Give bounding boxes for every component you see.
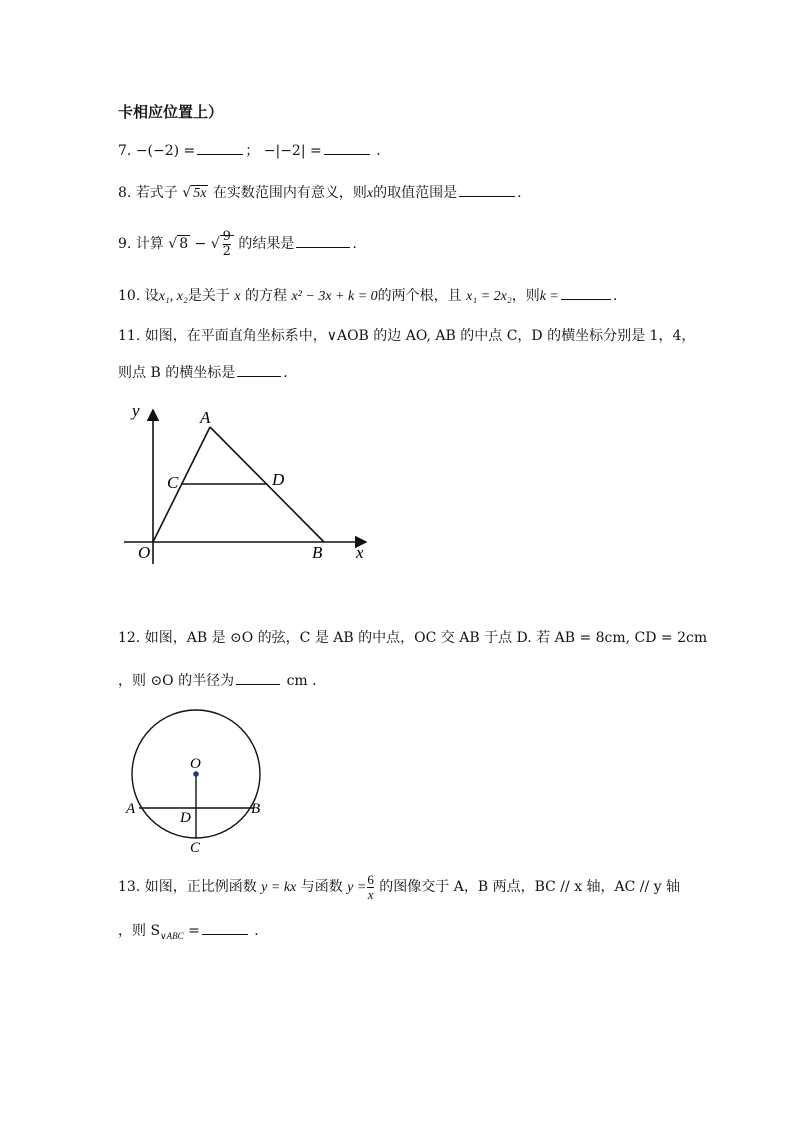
q7-blank-2[interactable] bbox=[324, 140, 370, 155]
q11-label-x: x bbox=[356, 543, 364, 562]
q9-pre: 计算 bbox=[135, 236, 164, 252]
q10-k: k = bbox=[539, 289, 559, 304]
q7-number: 7. bbox=[118, 143, 132, 159]
q11-line2-pre: 则点 B 的横坐标是 bbox=[118, 365, 236, 381]
q13-f2-lhs: y = bbox=[347, 880, 367, 895]
q11-end: . bbox=[283, 365, 288, 381]
question-9 bbox=[118, 228, 357, 260]
q13-line2-sub: ∨ABC bbox=[160, 930, 184, 941]
q13-f1: y = kx bbox=[261, 880, 297, 895]
q13-mid: 与函数 bbox=[300, 879, 343, 895]
q12-label-A: A bbox=[126, 801, 136, 817]
q8-blank[interactable] bbox=[459, 182, 515, 197]
question-7 bbox=[118, 140, 381, 161]
q7-end: . bbox=[376, 143, 381, 159]
question-13-line-1 bbox=[118, 870, 680, 905]
q7-expr1: −(−2) = bbox=[135, 143, 196, 159]
q11-figure bbox=[118, 398, 378, 568]
q8-mid: 在实数范围内有意义，则 bbox=[212, 185, 367, 201]
q8-pre: 若式子 bbox=[135, 185, 178, 201]
q11-label-y: y bbox=[132, 401, 140, 420]
q9-sqrt-8: √ 8 bbox=[168, 236, 189, 252]
q13-f2-frac: $\frac{6}{x}$ bbox=[367, 871, 374, 902]
q13-line2-eq: = bbox=[188, 923, 200, 939]
q12-unit: cm bbox=[286, 673, 308, 689]
section-header-fragment: 卡相应位置上） bbox=[118, 103, 224, 121]
q8-end: . bbox=[517, 185, 522, 201]
q10-mid3: 的两个根，且 bbox=[377, 288, 462, 304]
q9-minus: − bbox=[194, 236, 207, 252]
q11-label-C: C bbox=[167, 473, 179, 492]
question-12-line-1: 12. 如图，AB 是 ⊙O 的弦，C 是 AB 的中点，OC 交 AB 于点 D. 若 AB = 8cm, CD = 2cm bbox=[118, 630, 708, 646]
q9-number: 9. bbox=[118, 236, 132, 252]
q12-figure bbox=[118, 700, 278, 860]
q12-blank[interactable] bbox=[236, 670, 280, 685]
question-11-line-1: 11. 如图，在平面直角坐标系中，∨AOB 的边 AO, AB 的中点 C，D 的横坐标分别是 1，4， bbox=[118, 328, 696, 344]
q10-mid2: 的方程 bbox=[245, 288, 288, 304]
q13-post: 的图像交于 A，B 两点，BC // x 轴，AC // y 轴 bbox=[379, 879, 681, 895]
question-13-line-2 bbox=[118, 920, 259, 946]
q10-mid4: ，则 bbox=[511, 288, 540, 304]
q11-label-B: B bbox=[312, 543, 323, 562]
question-8 bbox=[118, 182, 522, 204]
q12-label-O: O bbox=[190, 756, 201, 772]
question-11-line-2 bbox=[118, 362, 288, 383]
q12-label-B: B bbox=[251, 801, 261, 817]
q10-condition: x₁ = 2x₂ bbox=[466, 289, 512, 304]
q8-number: 8. bbox=[118, 185, 132, 201]
q9-end: . bbox=[352, 236, 357, 252]
q10-var: x bbox=[234, 289, 241, 304]
q11-label-A: A bbox=[200, 408, 211, 427]
q11-label-O: O bbox=[138, 543, 151, 562]
q10-blank[interactable] bbox=[561, 285, 611, 300]
q9-sqrt-frac: √ $\frac{9}{2}$ bbox=[211, 228, 234, 260]
q13-end: . bbox=[254, 923, 259, 939]
q12-line2-pre: ，则 ⊙O 的半径为 bbox=[118, 673, 235, 689]
q10-number: 10. bbox=[118, 288, 141, 304]
q10-equation: x² − 3x + k = 0 bbox=[291, 289, 378, 304]
q13-blank[interactable] bbox=[202, 920, 248, 935]
question-12-line-2 bbox=[118, 670, 317, 691]
q13-line2-pre: ，则 S bbox=[118, 923, 161, 939]
q12-label-C: C bbox=[190, 840, 201, 856]
q9-post: 的结果是 bbox=[238, 236, 295, 252]
q10-pre: 设 bbox=[144, 288, 159, 304]
q12-end: . bbox=[312, 673, 317, 689]
q10-vars: x₁, x₂ bbox=[158, 289, 188, 304]
q7-separator: ； bbox=[245, 143, 260, 159]
q12-center-point bbox=[193, 771, 199, 777]
q8-sqrt: √ 5x bbox=[182, 185, 207, 201]
q12-label-D: D bbox=[180, 810, 191, 826]
q7-blank-1[interactable] bbox=[197, 140, 243, 155]
q13-pre: 13. 如图，正比例函数 bbox=[118, 879, 257, 895]
q7-expr2: −|−2| = bbox=[263, 143, 322, 159]
q11-label-D: D bbox=[272, 470, 285, 489]
q8-var: x bbox=[366, 186, 374, 201]
q9-blank[interactable] bbox=[296, 233, 350, 248]
question-10 bbox=[118, 285, 617, 307]
q10-end: . bbox=[612, 288, 618, 304]
q11-blank[interactable] bbox=[237, 362, 281, 377]
q8-post: 的取值范围是 bbox=[373, 185, 458, 201]
q10-mid1: 是关于 bbox=[187, 288, 230, 304]
